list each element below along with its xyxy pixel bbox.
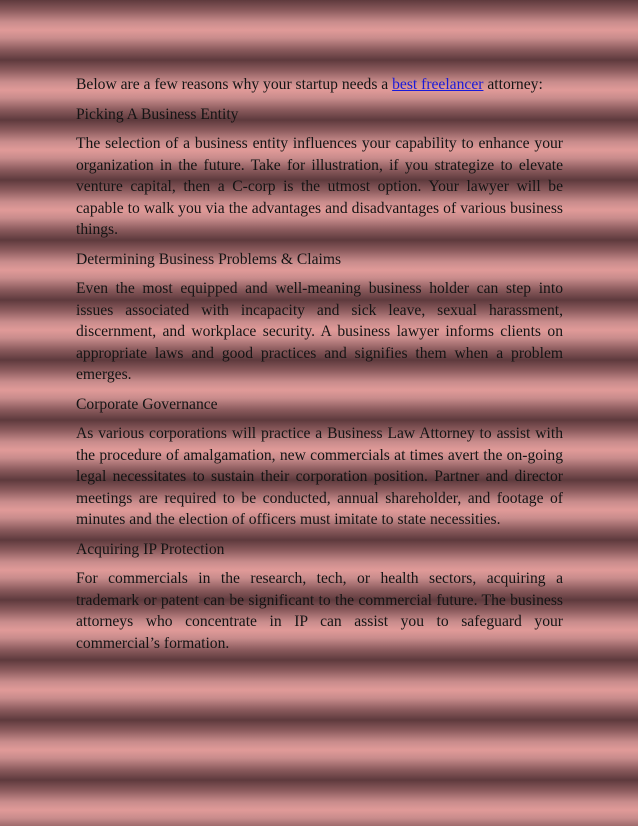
section-body-business-entity: The selection of a business entity influences your capability to enhance your organization in the future. Take for illustration, if you strategize to elevate venture capital, then a C-corp is the utmost option. Your lawyer will be capable to walk you via the advantages and disadvantages of various business things. (76, 135, 563, 238)
section-body-corporate-governance: As various corporations will practice a Business Law Attorney to assist with the procedure of amalgamation, new commercials at times avert the on-going legal necessitates to sustain their corporation position. Partner and director meetings are required to be conducted, annual shareholder, and footage of minutes and the election of officers must imitate to state necessities. (76, 425, 563, 528)
document-page (76, 74, 563, 662)
section-heading-corporate-governance: Corporate Governance (76, 395, 218, 413)
section-body-ip-protection: For commercials in the research, tech, or health sectors, acquiring a trademark or patent can be significant to the commercial future. The business attorneys who concentrate in IP can assist you to safeguard your commercial’s formation. (76, 570, 563, 652)
intro-text-before: Below are a few reasons why your startup needs a (76, 76, 393, 93)
section-body-business-problems: Even the most equipped and well-meaning business holder can step into issues associated with incapacity and sick leave, sexual harassment, discernment, and workplace security. A business lawyer informs clients on appropriate laws and good practices and signifies them when a problem emerges. (76, 280, 563, 383)
section-heading-business-entity: Picking A Business Entity (76, 105, 239, 123)
best-freelancer-link[interactable]: best freelancer (392, 76, 484, 93)
section-heading-ip-protection: Acquiring IP Protection (76, 540, 225, 558)
intro-paragraph (76, 74, 563, 96)
intro-text-after: attorney: (483, 76, 543, 93)
section-heading-business-problems: Determining Business Problems & Claims (76, 250, 342, 268)
